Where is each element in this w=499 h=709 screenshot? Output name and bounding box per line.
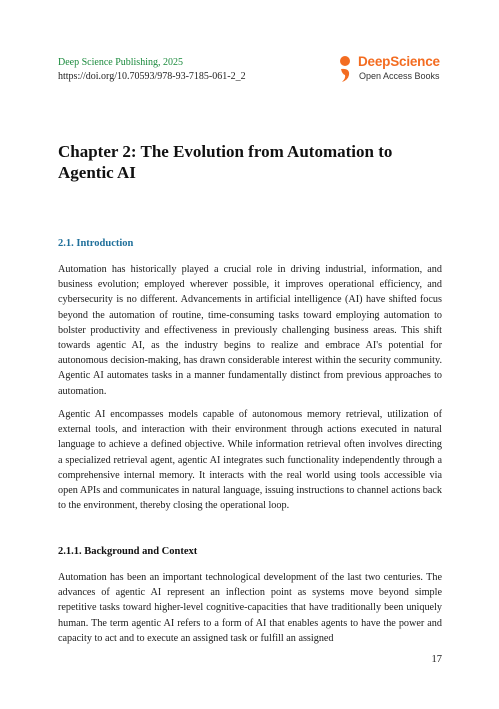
body-paragraph: Automation has historically played a crucial role in driving industrial, information, and business evolution; employed wherever possible, it improves operational efficiency, and cybersecurity is no different. Advancements in artificial intelligence (AI) have shifted focus beyond the automation of routine, time-consuming tasks toward employing automation to bolster productivity and effectiveness in previously challenging business areas. This shift towards agentic AI, as the industry begins to realize and embrace AI's potential for autonomous decision-making, has drawn considerable interest within the security community. Agentic AI automates tasks in a manner fundamentally distinct from previous approaches to automation.	[58, 264, 442, 397]
deepscience-logo	[338, 55, 448, 85]
publisher-line: Deep Science Publishing, 2025	[58, 57, 183, 68]
body-paragraph: Agentic AI encompasses models capable of autonomous memory retrieval, utilization of external tools, and interaction with their environment through actions executed in natural language to achieve a defined objective. While information retrieval often involves directing a specialized retrieval agent, agentic AI integrates such functionality independently through a comprehensive internal memory. It interacts with the real world using tools accessible via open APIs and communicates in natural language, issuing instructions to channel actions back to the environment, thereby closing the operational loop.	[58, 409, 442, 512]
body-paragraph: Automation has been an important technological development of the last two centuries. The advances of agentic AI represent an inflection point as systems move beyond simple repetitive tasks toward higher-level cognitive-capacities that have traditionally been uniquely human. The term agentic AI refers to a form of AI that enables agents to have the power and capacity to act and to execute an assigned task or fulfill an assigned	[58, 572, 442, 644]
section-heading-introduction: 2.1. Introduction	[58, 238, 134, 249]
section-heading-background: 2.1.1. Background and Context	[58, 546, 198, 557]
logo-mark-icon	[338, 55, 352, 83]
chapter-title: Chapter 2: The Evolution from Automation to Agentic AI	[58, 142, 393, 182]
page-number: 17	[431, 654, 442, 665]
publication-info	[58, 56, 246, 84]
doi-link[interactable]: https://doi.org/10.70593/978-93-7185-061-2_2	[58, 71, 246, 82]
logo-brand-text: DeepScience	[358, 54, 440, 69]
logo-tagline: Open Access Books	[359, 71, 440, 81]
